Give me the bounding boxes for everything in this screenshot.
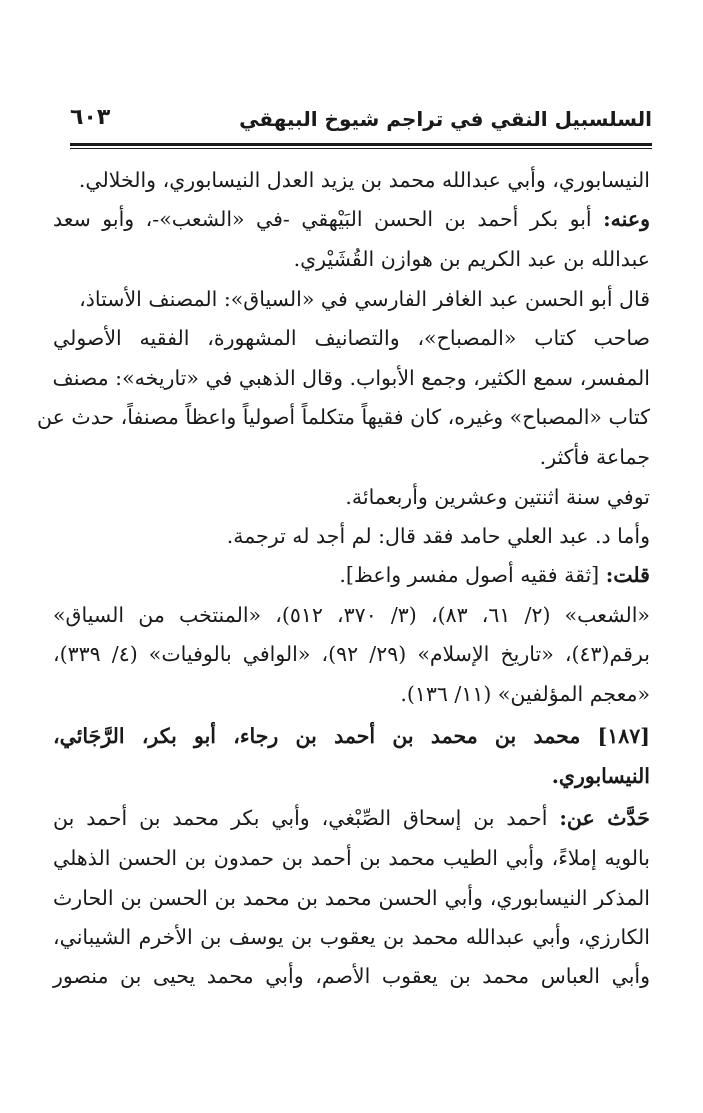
text-line: [294, 247, 650, 271]
line-text: برقم(٤٣)، «تاريخ الإسلام» (٢٩/ ٩٢)، «الوافي بالوفيات» (٤/ ٣٣٩)،: [53, 642, 650, 666]
line-text: توفي سنة اثنتين وعشرين وأربعمائة.: [345, 485, 650, 509]
text-line: [400, 682, 650, 706]
bold-label: وعنه:: [603, 207, 650, 231]
text-line: [53, 366, 650, 390]
text-line: [53, 724, 650, 748]
line-text: قال أبو الحسن عبد الغافر الفارسي في «السياق»: المصنف الأستاذ،: [79, 287, 650, 311]
header-rule-thin: [70, 148, 652, 149]
line-text: جماعة فأكثر.: [539, 445, 650, 469]
text-line: [227, 524, 650, 548]
text-line: [53, 886, 650, 910]
text-line: [540, 445, 650, 469]
line-text: [ثقة فقيه أصول مفسر واعظ].: [339, 563, 606, 587]
text-line: [79, 287, 650, 311]
text-line: [345, 485, 650, 509]
line-text: عبدالله بن عبد الكريم بن هوازن القُشَيْري.: [293, 247, 650, 271]
line-text: أبو بكر أحمد بن الحسن البَيْهقي -في «الشعب»-، وأبو سعد: [53, 207, 604, 231]
text-line: [53, 964, 650, 988]
line-text: «الشعب» (٢/ ٦١، ٨٣)، (٣/ ٣٧٠، ٥١٢)، «المنتخب من السياق»: [53, 603, 650, 627]
line-text: أحمد بن إسحاق الصِّبْغي، وأبي بكر محمد بن أحمد بن: [53, 806, 560, 830]
line-text: النيسابوري.: [551, 764, 650, 788]
line-text: النيسابوري، وأبي عبدالله محمد بن يزيد العدل النيسابوري، والخلالي.: [78, 168, 650, 192]
text-line: [53, 846, 650, 870]
bold-label: قلت:: [605, 563, 650, 587]
text-line: [339, 563, 650, 587]
text-line: [53, 326, 650, 350]
line-text: [١٨٧] محمد بن محمد بن أحمد بن رجاء، أبو بكر، الرَّجَائي،: [53, 724, 650, 748]
line-text: «معجم المؤلفين» (١١/ ١٣٦).: [400, 682, 650, 706]
line-text: وأبي العباس محمد بن يعقوب الأصم، وأبي محمد يحيى بن منصور: [53, 964, 650, 988]
text-line: [53, 642, 650, 666]
text-line: [53, 925, 650, 949]
header-rule-thick: [70, 143, 652, 146]
bold-label: حَدَّث عن:: [559, 806, 650, 830]
line-text: وأما د. عبد العلي حامد فقد قال: لم أجد له ترجمة.: [226, 524, 650, 548]
text-line: [79, 168, 650, 192]
text-line: [552, 764, 650, 788]
text-line: [37, 405, 650, 429]
line-text: بالويه إملاءً، وأبي الطيب محمد بن أحمد بن حمدون بن الحسن الذهلي: [53, 846, 650, 870]
line-text: كتاب «المصباح» وغيره، كان فقيهاً متكلماً أصولياً واعظاً مصنفاً، حدث عن: [37, 405, 650, 429]
text-line: [53, 603, 650, 627]
book-title: السلسبيل النقي في تراجم شيوخ البيهقي: [239, 107, 652, 131]
text-line: [53, 806, 650, 830]
line-text: المفسر، سمع الكثير، وجمع الأبواب. وقال الذهبي في «تاريخه»: مصنف: [52, 366, 650, 390]
running-header: [70, 105, 652, 141]
line-text: المذكر النيسابوري، وأبي الحسن محمد بن محمد بن الحسن بن الحارث: [53, 886, 650, 910]
line-text: الكارزي، وأبي عبدالله محمد بن يعقوب بن يوسف بن الأخرم الشيباني،: [53, 925, 650, 949]
line-text: صاحب كتاب «المصباح»، والتصانيف المشهورة، الفقيه الأصولي: [53, 326, 650, 350]
page-number: ٦٠٣: [70, 105, 111, 130]
text-line: [53, 207, 650, 231]
